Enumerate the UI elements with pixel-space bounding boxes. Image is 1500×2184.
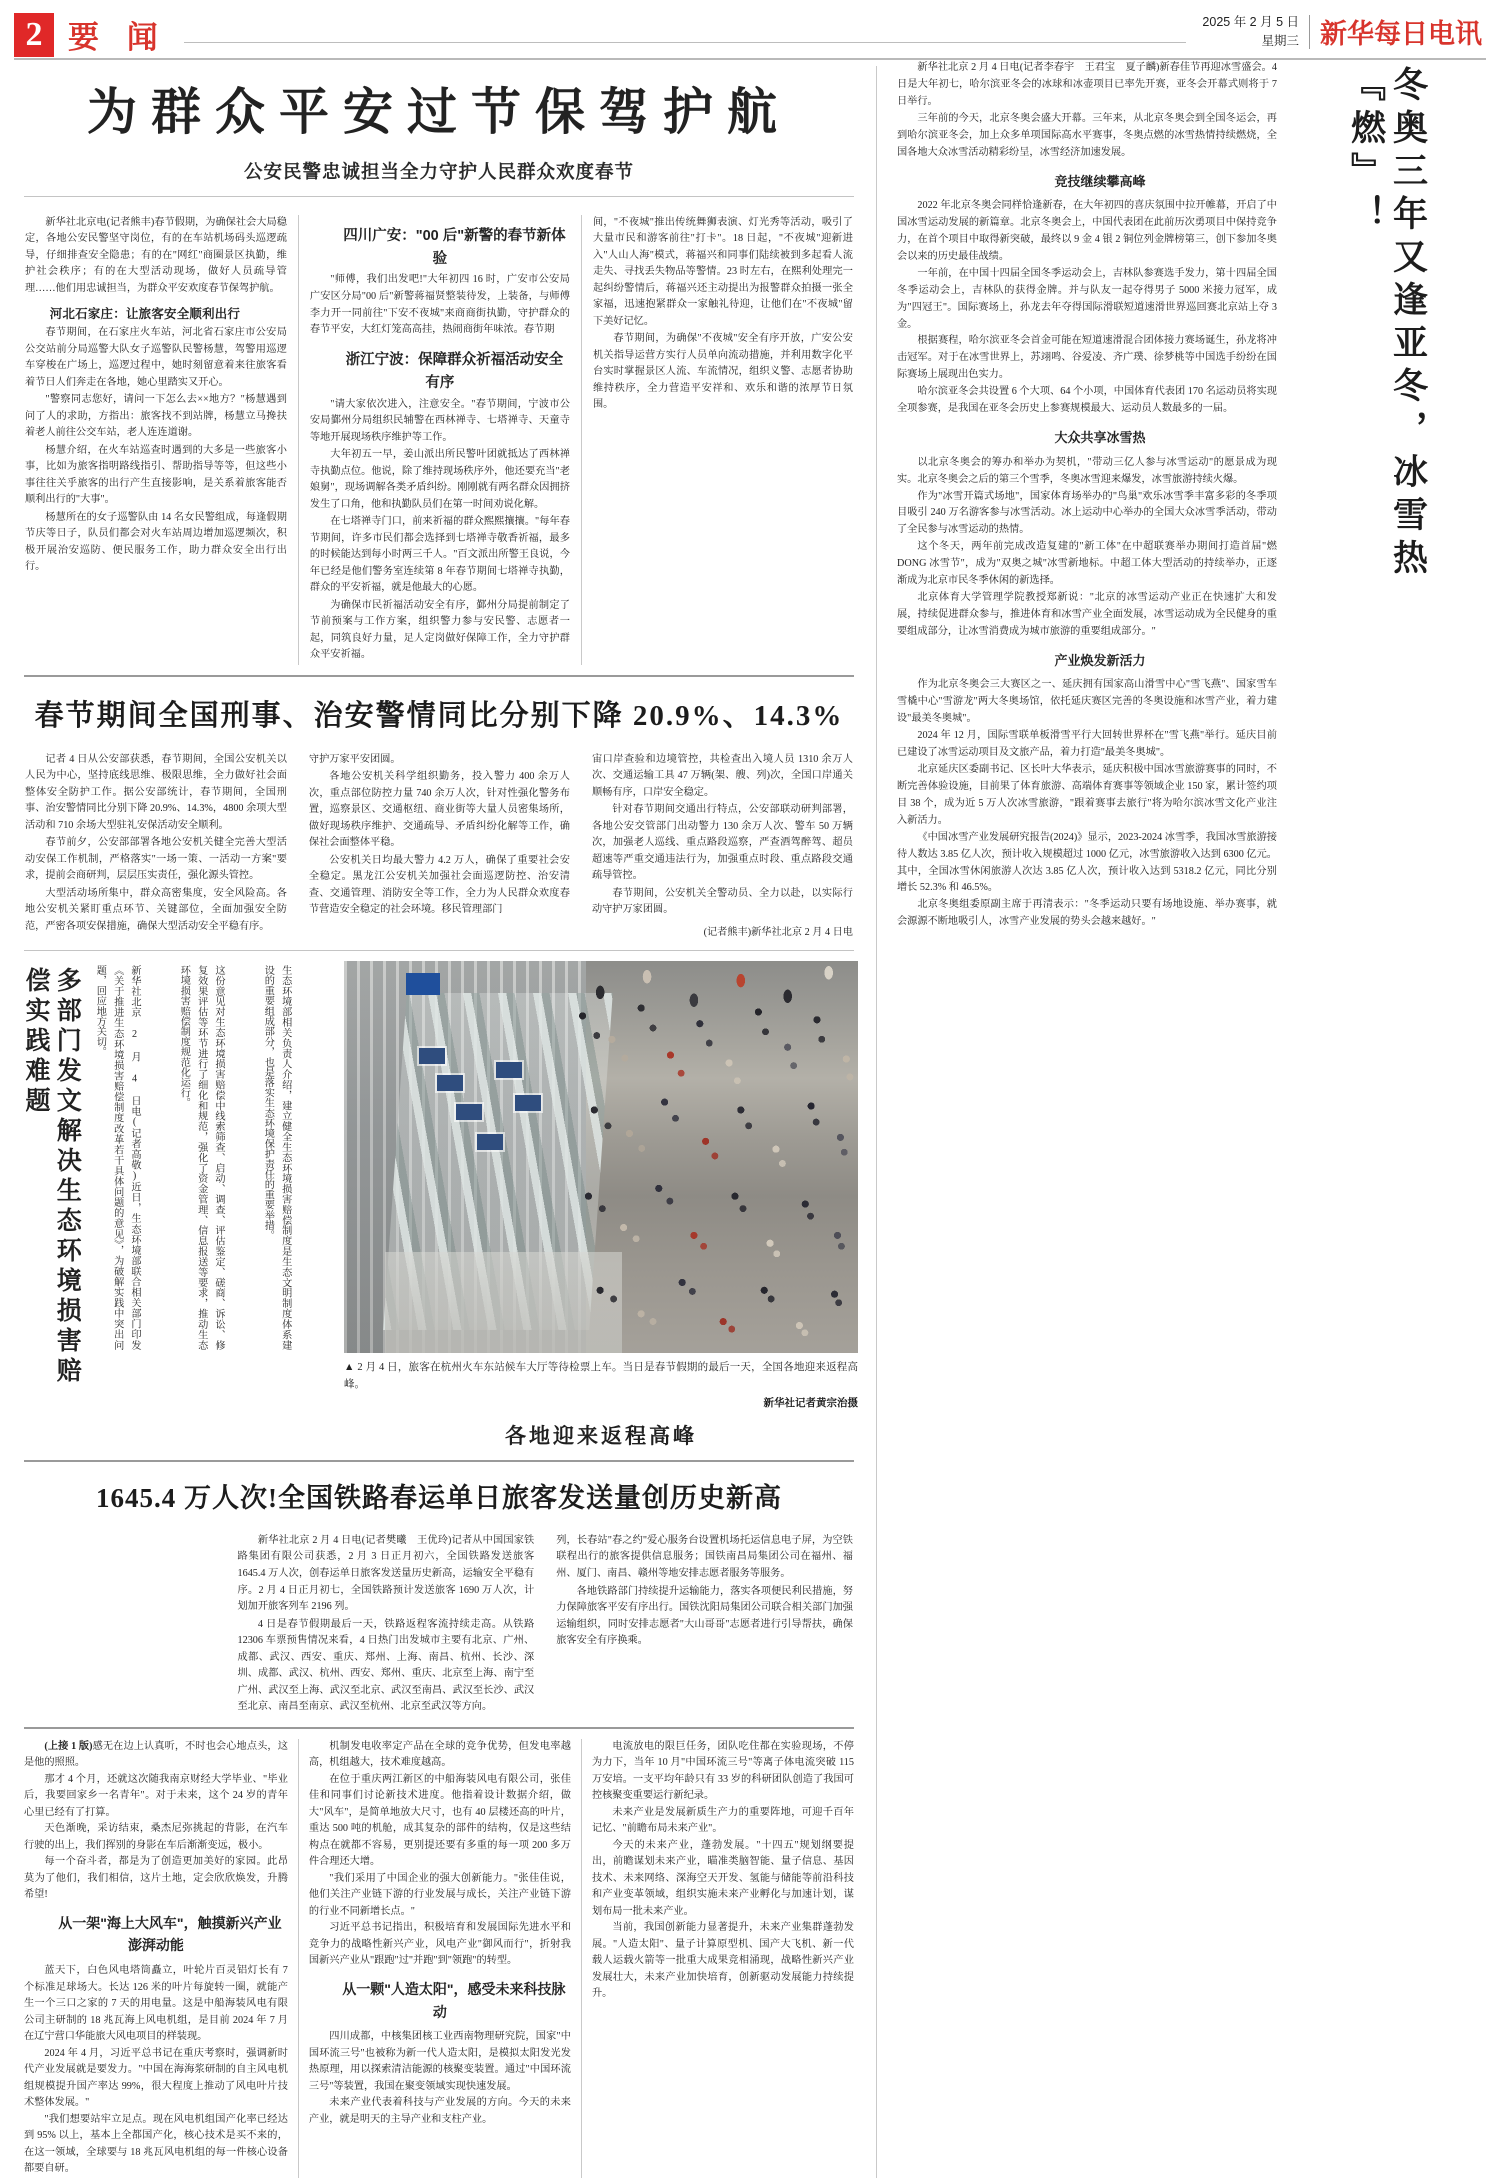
- stats-column-1: [14, 752, 298, 943]
- paragraph: 作为北京冬奥会三大赛区之一、延庆拥有国家高山滑雪中心"雪飞燕"、国家雪车雪橇中心"雪游龙"两大冬奥场馆，依托延庆赛区完善的冬奥设施和冰雪产业，着力建设"最美冬奥城"。: [897, 679, 1277, 725]
- paragraph: 新华社北京电(记者熊丰)春节假期，为确保社会大局稳定，各地公安民警坚守岗位，有的在车站机场码头巡逻疏导，仔细排查安全隐患；有的在"网红"商圈景区执勤，维护社会秩序；有的在大型活动现场，做好人员疏导管理……他们用忠诚担当，为群众平安欢度春节保驾护航。: [25, 216, 287, 294]
- eco-body-text-1: 新华社北京 2 月 4 日电(记者高敬)近日，生态环境部联合相关部门印发《关于推进生态环境损害赔偿制度改革若干具体问题的意见》，为破解实践中突出问题，回应地方关切。: [94, 965, 141, 1351]
- paragraph: 各地铁路部门持续提升运输能力，落实各项便民利民措施，努力保障旅客平安有序出行。国铁沈阳局集团公司联合相关部门加强运输组织，同时安排志愿者"大山哥哥"志愿者进行引导帮扶，确保旅客安全有序换乘。: [556, 1585, 853, 1647]
- paragraph: 这个冬天，两年前完成改造复建的"新工体"在中超联赛举办期间打造首届"燃 DONG 冰雪节"，成为"双奥之城"冰雪新地标。中超工体大型活动的持续举办，正逐渐成为北京市民冬季休闲的新选择。: [897, 541, 1277, 587]
- winter-subhead-public: 大众共享冰雪热: [1054, 430, 1146, 446]
- eco-body-text-2: 这份意见对生态环境损害赔偿中线索筛查、启动、调查、评估鉴定、磋商、诉讼、修复效果评估等环节进行了细化和规范，强化了资金管理、信息报送等要求，推动生态环境损害赔偿制度规范化运行。: [178, 965, 225, 1351]
- eco-headline-col: [14, 961, 86, 1450]
- publication-logo: 新华每日电讯: [1320, 19, 1482, 49]
- paragraph: 《中国冰雪产业发展研究报告(2024)》显示，2023-2024 冰雪季，我国冰雪旅游接待人数达 3.85 亿人次，预计收入规模超过 1000 亿元，冰雪旅游收入达到 6300 亿元。其中，全国冰雪休闲旅游人次达 3.85 亿人次，预计收入达到 5318.2 亿元，同比分别增长 52.3% 和 46.5%。: [897, 831, 1277, 894]
- winter-subhead-competition: 竞技继续攀高峰: [1054, 173, 1146, 189]
- photo-crowd-region: [565, 961, 858, 1353]
- paragraph: "我们想要站牢立足点。现在风电机组国产化率已经达到 95% 以上，基本上全都国产化，核心技术是买不来的，在这一领域，全球要与 18 兆瓦风电机组的每一件核心设备都要自研。: [24, 2113, 288, 2175]
- paragraph: 新华社北京 2 月 4 日电(记者樊曦 王优玲)记者从中国国家铁路集团有限公司获悉，2 月 3 日正月初六，全国铁路发送旅客 1645.4 万人次，创春运单日旅客发送量历史新高，运输安全平稳有序。2 月 4 日正月初七，全国铁路预计发送旅客 1690 万人次，计划加开旅客列车 2196 列。: [237, 1534, 535, 1613]
- publication-weekday: 星期三: [1261, 33, 1299, 48]
- paragraph: 列，长春站"春之约"爱心服务台设置机场托运信息电子屏，为空铁联程出行的旅客提供信息服务；国铁南昌局集团公司在福州、福州、厦门、南昌、赣州等地安排志愿者服务等服务。: [556, 1534, 853, 1579]
- paragraph: "警察同志您好，请问一下怎么去××地方？"杨慧遇到问了人的求助，方指出：旅客找不到站牌，杨慧立马搀扶着老人前往公交车站，老人连连道谢。: [25, 394, 287, 439]
- main-grid: [14, 60, 1486, 2178]
- paragraph: 春节期间，公安机关全警动员、全力以赴，以实际行动守护万家团圆。: [591, 887, 853, 916]
- paragraph: 春节前夕，公安部部署各地公安机关健全完善大型活动安保工作机制，严格落实"一场一策、一活动一方案"要求，提前会商研判，层层压实责任，强化源头管控。: [25, 837, 287, 882]
- paragraph: 2022 年北京冬奥会同样恰逢新春，在大年初四的喜庆氛围中拉开帷幕，开启了中国冰雪运动发展的新篇章。北京冬奥会上，中国代表团在此前历次勇项目中保持竞争力，在首个项目中取得新突破，最终以 9 金 4 银 2 铜位列金牌榜第三，创下参加冬奥会以来的历史最佳战绩。: [897, 200, 1277, 262]
- stats-column-2: [298, 752, 581, 943]
- paragraph: 公安机关日均最大警力 4.2 万人，确保了重要社会安全稳定。黑龙江公安机关加强社会面巡逻防控、治安清查、交通管理、消防安全等工作，全力为人民群众欢度春节营造安全稳定的社会环境。移民管理部门: [308, 854, 570, 916]
- paragraph: 为确保市民祈福活动安全有序，鄞州分局提前制定了节前预案与工作方案，组织警力参与安民警、志愿者一起，同筑良好力量，足人定岗做好保障工作，全力守护群众平安祈福。: [309, 599, 570, 661]
- bottom-headline-windpower: 从一架"海上大风车"，触摸新兴产业澎湃动能: [58, 1914, 282, 1954]
- photo-credit: 新华社记者黄宗治摄: [763, 1397, 858, 1409]
- bottom-column-3: [581, 1739, 864, 2178]
- paragraph: 各地公安机关科学组织勤务，投入警力 400 余万人次，重点部位防控力量 740 余万人次，针对性强化警务布置，巡察景区、交通枢纽、商业街等大量人员密集场所，做好现场秩序维护、交通疏导、矛盾纠纷化解等工作，确保社会面整体平稳。: [308, 771, 570, 849]
- winter-vertical-headline: 冬奥三年又逢亚冬，冰雪热『燃』！: [1346, 66, 1428, 582]
- lead-subheadline: 公安民警忠诚担当全力守护人民群众欢度春节: [243, 160, 634, 182]
- eco-vertical-headline: 多部门发文解决生态环境损害赔偿实践难题: [22, 967, 81, 1388]
- paragraph: 春节期间，在石家庄火车站，河北省石家庄市公安局公交站前分局巡警大队女子巡警队民警杨慧，驾警用巡逻车穿梭在广场上，巡逻过程中，她时刻留意着来往旅客看着节日人们奔走在各地，她心里踏实又开心。: [25, 327, 287, 388]
- paragraph: 作为"冰雪开篇式场地"，国家体育场举办的"鸟巢"欢乐冰雪季丰富多彩的冬季项目吸引 240 万名游客参与冰雪活动。冰上运动中心举办的全国大众冰雪季活动，带动了全民参与冰雪运动的热情。: [897, 490, 1277, 536]
- eco-body-col-1: [86, 961, 170, 1450]
- paragraph: 在七塔禅寺门口，前来祈福的群众熙熙攘攘。"每年春节期间，许多市民们都会选择到七塔禅寺敬香祈福，最多的时候能达到每小时两三千人。"百文派出所警王良说，今年已经是他们警务室连续第 8 年春节期间七塔禅寺执勤，群众的平安祈福，就是他最大的心愿。: [309, 516, 570, 594]
- rail-story-columns: [14, 1533, 864, 1717]
- paragraph: 机制发电收率定产品在全球的竞争优势，但发电率越高，机组越大，技术难度越高。: [308, 1740, 571, 1769]
- photo-column: [338, 961, 864, 1450]
- paragraph: 大型活动场所集中，群众高密集度，安全风险高。各地公安机关紧盯重点环节、关键部位，全面加强安全防范，严密各项安保措施，确保大型活动安全平稳有序。: [25, 887, 287, 932]
- rail-column-3: [545, 1533, 864, 1717]
- left-zone: [14, 60, 876, 2178]
- paragraph: 2024 年 4 月，习近平总书记在重庆考察时，强调新时代产业发展就是要发力。"中国在海海浆研制的自主风电机组规模提升国产率达 99%，很大程度上推动了风电叶片技术整体发展。": [24, 2047, 288, 2109]
- paragraph: 那才 4 个月，还就这次随我南京财经大学毕业、"毕业后，我要回家乡一名青年"。对于未来，这个 24 岁的青年心里已经有了打算。: [24, 1773, 288, 1818]
- paragraph: 三年前的今天，北京冬奥会盛大开幕。三年来，从北京冬奥会到全国冬运会，再到哈尔滨亚冬会，加上众多单项国际高水平赛事，冬奥点燃的冰雪热情持续燃烧，全国各地大众冰雪活动精彩纷呈，冰雪经济加速发展。: [897, 112, 1277, 158]
- winter-subhead-industry: 产业焕发新活力: [1054, 652, 1146, 668]
- paragraph: 感无在边上认真听，不时也会心地点头，这是他的照照。: [24, 1740, 288, 1769]
- rail-column-1: [14, 1533, 227, 1717]
- stats-column-3: [581, 752, 864, 943]
- masthead-right: [1202, 12, 1486, 51]
- eco-body-col-2: [170, 961, 254, 1450]
- paragraph: 以北京冬奥会的筹办和举办为契机，"带动三亿人参与冰雪运动"的愿景成为现实。北京冬奥会之后的第三个雪季，冬奥冰雪迎来爆发，冰雪旅游持续火爆。: [897, 456, 1277, 485]
- paragraph: 电流放电的限巨任务，团队吃住都在实验现场，不停为力下，当年 10 月"中国环流三号"等离子体电流突破 115 万安培。一支平均年龄只有 33 岁的科研团队创造了我国可控核聚变重要运行新纪录。: [591, 1740, 854, 1802]
- lead-headline: 为群众平安过节保驾护航: [87, 84, 791, 140]
- continuation-label: (上接 1 版): [44, 1740, 93, 1752]
- page-footer-space: [14, 2178, 1486, 2184]
- bottom-story-columns: [14, 1739, 864, 2178]
- paragraph: 四川成都，中核集团核工业西南物理研究院，国家"中国环流三号"也被称为新一代人造太阳，是模拟太阳发光发热原理，用以探索清洁能源的核聚变装置。通过"中国环流三号"等装置，我国在聚变领域实现快速发展。: [308, 2031, 571, 2092]
- lead-subhead-hebei: 河北石家庄：让旅客安全顺利出行: [49, 307, 241, 322]
- rail-stats-headline: 1645.4 万人次!全国铁路春运单日旅客发送量创历史新高: [96, 1482, 782, 1513]
- page-number-badge: 2: [14, 13, 54, 57]
- photo-section-title: 各地迎来返程高峰: [505, 1423, 697, 1448]
- paragraph: "我们采用了中国企业的强大创新能力。"张佳佳说，他们关注产业链下游的行业发展与成长，关注产业链下游的行业不同新增长点。": [308, 1872, 571, 1917]
- paragraph: 北京延庆区委副书记、区长叶大华表示，延庆积极中国冰雪旅游赛事的同时，不断完善体验设施，目前果了体育旅游、高端体育赛事等领域企业 150 家，累计签约项目 38 个，成为近 5 万人次冰雪旅游，"跟着赛事去旅行"将为哈尔滨冰雪文化产业注入新活力。: [897, 764, 1277, 826]
- lead-subhead-ningbo: 浙江宁波：保障群众祈福活动安全有序: [345, 351, 564, 392]
- crime-stats-columns: [14, 752, 864, 943]
- paragraph: 在位于重庆两江新区的中船海装风电有限公司，张佳佳和同事们讨论新技术进度。他指着设计数据介绍，做大"风车"，是简单地放大尺寸，也有 40 层楼还高的叶片，重达 500 吨的机舱，成其复杂的部件的结构，仅是这些结构点在就都不容易，更别提还要有多重的每一项 200 多万件合理还大增。: [308, 1773, 571, 1868]
- paragraph: 间，"不夜城"推出传统舞狮表演、灯光秀等活动，吸引了大量市民和游客前往"打卡"。18 日起，"不夜城"迎新进入"人山人海"模式，蒋福兴和同事们陆续被到多起看人流走失、寻找丢失物品等警情。23 时左右，在熙利处理完一起纠纷警情后，蒋福兴还主动提出为报警群众拍摄一张全家福，迅速抱紧群众一家触礼待迎，让他们在"不夜城"留下美好记忆。: [592, 216, 853, 327]
- crime-stats-headline: 春节期间全国刑事、治安警情同比分别下降 20.9%、14.3%: [34, 699, 844, 732]
- railway-station-photo: [344, 961, 858, 1353]
- section-title: 要 闻: [68, 20, 168, 55]
- eco-body-text-3: 生态环境部相关负责人介绍，建立健全生态环境损害赔偿制度是生态文明制度体系建设的重要组成部分，也是落实生态环境保护责任的重要举措。: [262, 965, 291, 1351]
- paragraph: 习近平总书记指出，积极培育和发展国际先进水平和竞争力的战略性新兴产业，风电产业"御风而行"，折射我国新兴产业从"跟跑"过"并跑"到"领跑"的转型。: [308, 1922, 571, 1967]
- section-divider-4: [24, 1727, 854, 1729]
- paragraph: 每一个奋斗者，都是为了创造更加美好的家园。此昂莫为了他们，我们相信，这片土地，定会欣欣焕发，升腾希望!: [24, 1856, 288, 1901]
- paragraph: 北京体育大学管理学院教授郑新说："北京的冰雪运动产业正在快速扩大和发展，持续促进群众参与，推进体育和冰雪产业全面发展，冰雪运动成为全民健身的重要组成部分，让冰雪消费成为城市旅游的重要组成部分。": [897, 592, 1277, 637]
- paragraph: 针对春节期间交通出行特点，公安部联动研判部署，各地公安交管部门出动警力 130 余万人次、警车 50 万辆次，加强老人巡线、重点路段巡察，严查酒驾醉驾、超员超速等严重交通违法行为，加强重点时段、重点路段交通疏导管控。: [591, 804, 853, 882]
- headline-divider: [24, 196, 854, 197]
- section-divider-1: [24, 675, 854, 677]
- paragraph: 杨慧介绍，在火车站巡查时遇到的大多是一些旅客小事，比如为旅客指明路线指引、帮助指导等等，但这些小事往往关乎旅客的出行产生直接影响，是关系着旅客能否顺利出行的"大事"。: [25, 444, 287, 506]
- winter-headline-col: [1287, 60, 1486, 931]
- masthead: [14, 0, 1486, 56]
- paragraph: 哈尔滨亚冬会共设置 6 个大项、64 个小项，中国体育代表团 170 名运动员将实现全项参赛，是我国在亚冬会历史上参赛规模最大、运动员人数最多的一届。: [897, 386, 1277, 415]
- paragraph: 2024 年 12 月，国际雪联单板滑雪平行大回转世界杯在"雪飞燕"举行。延庆目前已建设了冰雪运动项目及文旅产品，着力打造"最美冬奥城"。: [897, 730, 1277, 759]
- photo-sign-icon: [406, 973, 440, 995]
- lead-subhead-sichuan: 四川广安："00 后"新警的春节新体验: [343, 227, 566, 267]
- paragraph: 蓝天下，白色风电塔筒矗立，叶轮片百灵铝灯长有 7 个标准足球场大。长达 126 米的叶片每旋转一圈，就能产生一个三口之家的 7 天的用电量。这是中船海装风电有限公司主研制的 18 兆瓦海上风电机组，是目前 2024 年 7 月在辽宁营口华能旅大风电项目的样装现。: [24, 1965, 288, 2043]
- paragraph: 根据赛程，哈尔滨亚冬会首金可能在短道速滑混合团体接力赛场诞生，孙龙将冲击冠军。对于在冰雪世界上，苏翊鸣、谷爱凌、齐广璞、徐梦桃等中国选手纷纷在国际赛场上展现出色实力。: [897, 335, 1277, 381]
- lead-column-3: [581, 215, 864, 665]
- rail-column-2: [227, 1533, 546, 1717]
- publication-date: 2025 年 2 月 5 日: [1202, 15, 1299, 30]
- paragraph: 天色渐晚，采访结束，桑杰尼弥挑起的背影，在汽车行驶的出上，我们挥别的身影在车后渐渐变远，极小。: [24, 1823, 288, 1851]
- paragraph: 记者 4 日从公安部获悉，春节期间，全国公安机关以人民为中心，坚持底线思维、极限思维，全力做好社会面整体安全防护工作。据公安部统计，春节期间，全国刑事、治安警情同比分别下降 20.9%、14.3%，4800 余项大型活动和 710 余场大型驻礼安保活动安全顺利。: [25, 753, 287, 831]
- winter-lead-column: [887, 60, 1287, 931]
- paragraph: "师傅，我们出发吧!"大年初四 16 时，广安市公安局广安区分局"00 后"新警蒋福贤整装待发，上装备，与师傅李力开一同前往"下安不夜城"来商商街执勤，守护群众的春节平安，大红灯笼高高挂，热闹商街年味浓。春节期: [309, 274, 570, 336]
- zone-divider: [876, 66, 877, 2178]
- masthead-left: [14, 12, 168, 57]
- paragraph: 宙口岸查验和边境管控，共检查出入境人员 1310 余万人次、交通运输工具 47 万辆(架、艘、列)次，全国口岸通关顺畅有序，口岸安全稳定。: [591, 753, 853, 798]
- eco-body-col-3: [254, 961, 338, 1450]
- right-zone: [887, 60, 1486, 2178]
- lead-headline-wrap: [14, 60, 864, 188]
- paragraph: "请大家依次进入，注意安全。"春节期间，宁波市公安局鄞州分局组织民辅警在西林禅寺、七塔禅寺、天童寺等地开展现场秩序维护等工作。: [309, 398, 570, 443]
- stats-byline: (记者熊丰)新华社北京 2 月 4 日电: [703, 926, 853, 938]
- paragraph: 一年前，在中国十四届全国冬季运动会上，吉林队参赛选手发力，第十四届全国冬季运动会上，吉林队的获得金牌。并与队友一起夺得男子 5000 米接力冠军，成为"四冠王"。国际赛场上，孙龙去年夺得国际滑联短道速滑世界巡回赛北京站上夺 3 金。: [897, 267, 1277, 330]
- section-divider-3: [24, 1460, 854, 1462]
- bottom-headline-fusion: 从一颗"人造太阳"，感受未来科技脉动: [342, 1980, 566, 2020]
- paragraph: 未来产业代表着科技与产业发展的方向。今天的未来产业，就是明天的主导产业和支柱产业。: [308, 2097, 571, 2125]
- masthead-rule: [184, 42, 1187, 43]
- photo-screens-region: [416, 1032, 550, 1197]
- paragraph: 今天的未来产业，蓬勃发展。"十四五"规划纲要提出，前瞻谋划未来产业，瞄准类脑智能、量子信息、基因技术、未来网络、深海空天开发、氢能与储能等前沿科技和产业变革领域，组织实施未来产业孵化与加速计划，谋划布局一批未来产业。: [591, 1839, 854, 1917]
- bottom-column-1: [14, 1739, 298, 2178]
- paragraph: 新华社北京 2 月 4 日电(记者李春宇 王君宝 夏子麟)新春佳节再迎冰雪盛会。4 日是大年初七，哈尔滨亚冬会的冰球和冰壶项目已率先开赛，亚冬会开幕式则将于 7 日举行。: [897, 62, 1277, 107]
- section-divider-2: [24, 950, 854, 951]
- continuation-note: [24, 1739, 288, 1772]
- paragraph: 大年初五一早，姜山派出所民警叶团就抵达了西林禅寺执勤点位。他说，除了维持现场秩序外，他还要充当"老娘舅"，现场调解各类矛盾纠纷。刚刚就有两名群众因拥挤发生了口角，他和执勤队员们在第一时间劝说化解。: [309, 449, 570, 510]
- lead-column-1: [14, 215, 298, 665]
- winter-top: [887, 60, 1486, 931]
- masthead-date-block: [1202, 13, 1299, 49]
- paragraph: 未来产业是发展新质生产力的重要阵地，可迎千百年记忆、"前瞻布局未来产业"。: [591, 1806, 854, 1835]
- paragraph: 北京冬奥组委原副主席于再清表示："冬季运动只要有场地设施、举办赛事，就会源源不断地吸引人，冰雪产业发展的势头会越来越好。": [897, 899, 1277, 928]
- masthead-divider: [1309, 15, 1310, 49]
- paragraph: 杨慧所在的女子巡警队由 14 名女民警组成，每逢假期节庆等日子，队员们都会对火车站周边增加巡逻频次，积极开展治安巡防、便民服务工作，助力群众安全出行出行。: [25, 511, 287, 573]
- photo-section: [14, 961, 864, 1450]
- paragraph: 当前，我国创新能力显著提升，未来产业集群蓬勃发展。"人造太阳"、量子计算原型机、国产大飞机、新一代载人运载火箭等一批重大成果竞相涌现，战略性新兴产业发展壮大，未来产业加快培育，创新驱动发展能力持续提升。: [591, 1922, 854, 2000]
- paragraph: 4 日是春节假期最后一天，铁路返程客流持续走高。从铁路 12306 车票预售情况来看，4 日热门出发城市主要有北京、广州、成都、武汉、西安、重庆、郑州、上海、南昌、杭州、长沙、深圳、成都、武汉、杭州、西安、郑州、重庆、北京至上海、南宁至广州、武汉至上海、武汉至北京、武汉至南昌、武汉至长沙、武汉至北京、南昌至南京、武汉至杭州、北京至武汉等方向。: [237, 1618, 535, 1713]
- lead-column-2: [298, 215, 581, 665]
- photo-caption: ▲ 2 月 4 日，旅客在杭州火车东站候车大厅等待检票上车。当日是春节假期的最后一天，全国各地迎来返程高峰。: [344, 1362, 858, 1390]
- paragraph: 守护万家平安团圆。: [308, 753, 401, 765]
- paragraph: 春节期间，为确保"不夜城"安全有序开放，广安公安机关指导运营方实行人员单向流动措施，并利用数字化平台实时掌握景区人流、车流情况，组织义警、志愿者协助维持秩序，全力营造平安祥和、欢乐和谐的浓厚节日氛围。: [592, 333, 853, 411]
- lead-story-columns: [14, 215, 864, 665]
- bottom-column-2: [298, 1739, 581, 2178]
